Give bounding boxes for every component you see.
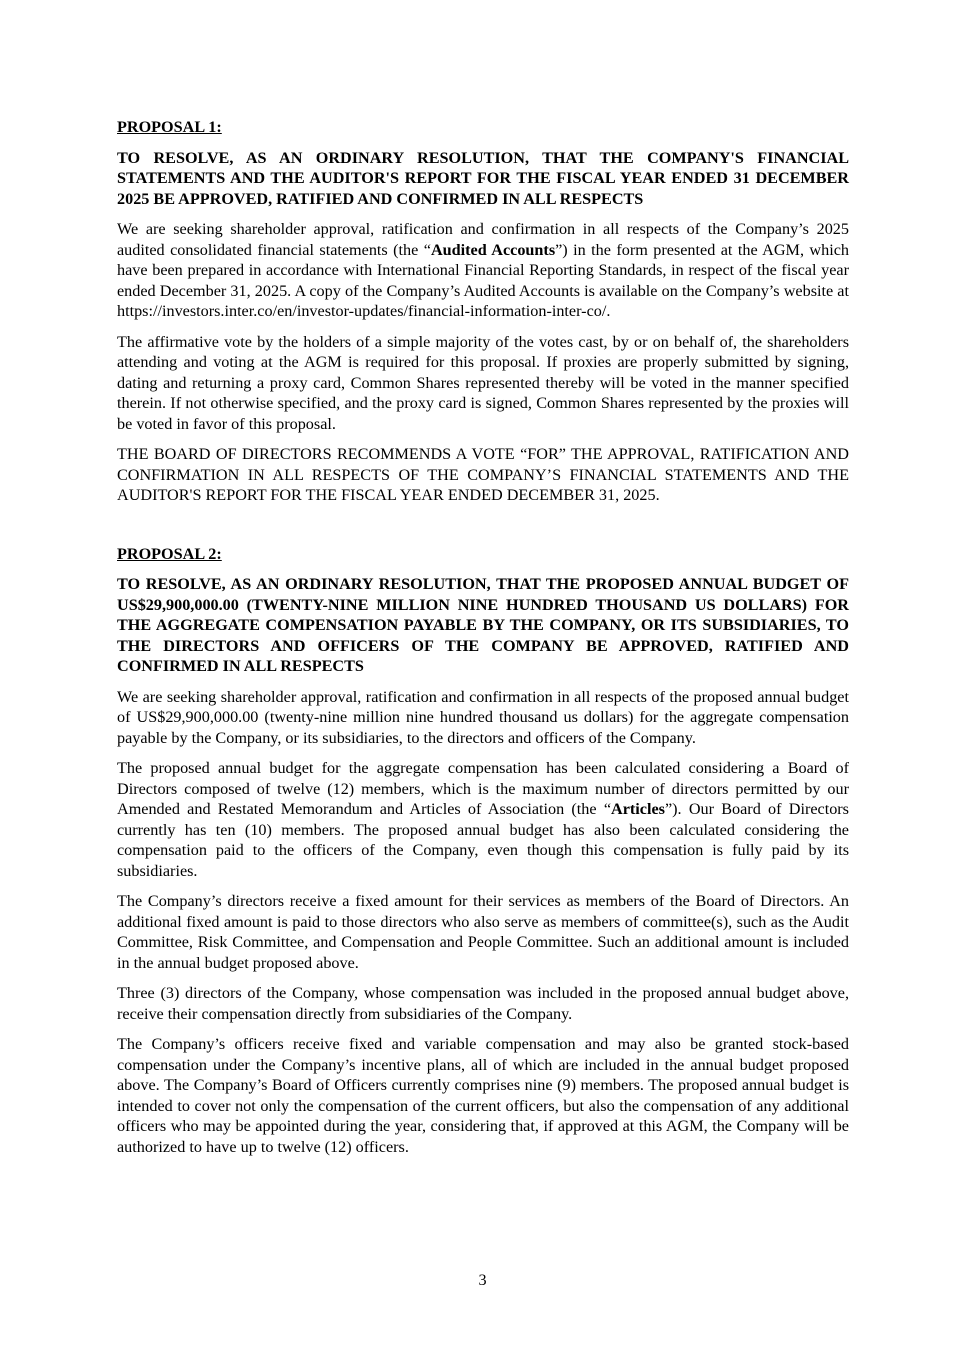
proposal-1-recommendation: THE BOARD OF DIRECTORS RECOMMENDS A VOTE “FOR” THE APPROVAL, RATIFICATION AND CONFIRMATION IN ALL RESPECTS OF THE COMPANY’S FINANCIAL STATEMENTS AND THE AUDITOR'S REPORT FOR THE FISCAL YEAR ENDED DECEMBER 31, 2025. bbox=[117, 445, 849, 504]
proposal-2-paragraph-5: The Company’s officers receive fixed and variable compensation and may also be granted stock-based compensation under the Company’s incentive plans, all of which are included in the annual budget proposed above. The Company’s Board of Officers currently comprises nine (9) members. The proposed annual budget is intended to cover not only the compensation of the current officers, but also the compensation of any additional officers who may be appointed during the year, considering that, if approved at this AGM, the Company will be authorized to have up to twelve (12) officers. bbox=[117, 1035, 849, 1156]
proposal-2-paragraph-2: The proposed annual budget for the aggregate compensation has been calculated considering a Board of Directors composed of twelve (12) members, which is the maximum number of directors permitted by our Amended and Restated Memorandum and Articles of Association (the “Articles”). Our Board of Directors currently has ten (10) members. The proposed annual budget has also been calculated considering the compensation paid to the officers of the Company, even though this compensation is fully paid by its subsidiaries. bbox=[117, 759, 849, 880]
audited-accounts-term: Audited Accounts bbox=[430, 240, 556, 259]
proposal-2-paragraph-1: We are seeking shareholder approval, ratification and confirmation in all respects of the proposed annual budget of US$29,900,000.00 (twenty-nine million nine hundred thousand us dollars) for the aggregate compensation payable by the Company, or its subsidiaries, to the directors and officers of the Company. bbox=[117, 687, 849, 747]
proposal-1-paragraph-2: The affirmative vote by the holders of a simple majority of the votes cast, by or on behalf of, the shareholders attending and voting at the AGM is required for this proposal. If proxies are properly submitted by signing, dating and returning a proxy card, Common Shares represented thereby will be voted in the manner specified therein. If not otherwise specified, and the proxy card is signed, Common Shares represented by the proxies will be voted in favor of this proposal. bbox=[117, 332, 849, 433]
proposal-1-paragraph-1: We are seeking shareholder approval, ratification and confirmation in all respects of the Company’s 2025 audited consolidated financial statements (the “Audited Accounts”) in the form presented at the AGM, which have been prepared in accordance with International Financial Reporting Standards, in respect of the fiscal year ended December 31, 2025. A copy of the Company’s Audited Accounts is available on the Company’s website at https://investors.inter.co/en/investor-updates/financial-information-inter-co/. bbox=[117, 220, 849, 320]
proposal-2-paragraph-3: The Company’s directors receive a fixed amount for their services as members of the Board of Directors. An additional fixed amount is paid to those directors who also serve as members of committee(s), such as the Audit Committee, Risk Committee, and Compensation and People Committee. Such an additional amount is included in the annual budget proposed above. bbox=[117, 892, 849, 972]
articles-term: Articles bbox=[611, 800, 665, 818]
proposal-2-resolution: TO RESOLVE, AS AN ORDINARY RESOLUTION, THAT THE PROPOSED ANNUAL BUDGET OF US$29,900,000.00 (TWENTY-NINE MILLION NINE HUNDRED THOUSAND US DOLLARS) FOR THE AGGREGATE COMPENSATION PAYABLE BY THE COMPANY, OR ITS SUBSIDIARIES, TO THE DIRECTORS AND OFFICERS OF THE COMPANY BE APPROVED, RATIFIED AND CONFIRMED IN ALL RESPECTS bbox=[117, 575, 849, 675]
document-page bbox=[117, 117, 849, 1167]
proposal-2-paragraph-4: Three (3) directors of the Company, whose compensation was included in the proposed annual budget above, receive their compensation directly from subsidiaries of the Company. bbox=[117, 984, 849, 1023]
proposal-2-heading: PROPOSAL 2: bbox=[117, 544, 222, 563]
proposal-1-heading: PROPOSAL 1: bbox=[117, 118, 222, 136]
page-number: 3 bbox=[478, 1271, 487, 1289]
proposal-1-resolution: TO RESOLVE, AS AN ORDINARY RESOLUTION, THAT THE COMPANY'S FINANCIAL STATEMENTS AND THE AUDITOR'S REPORT FOR THE FISCAL YEAR ENDED 31 DECEMBER 2025 BE APPROVED, RATIFIED AND CONFIRMED IN ALL RESPECTS bbox=[117, 148, 849, 208]
